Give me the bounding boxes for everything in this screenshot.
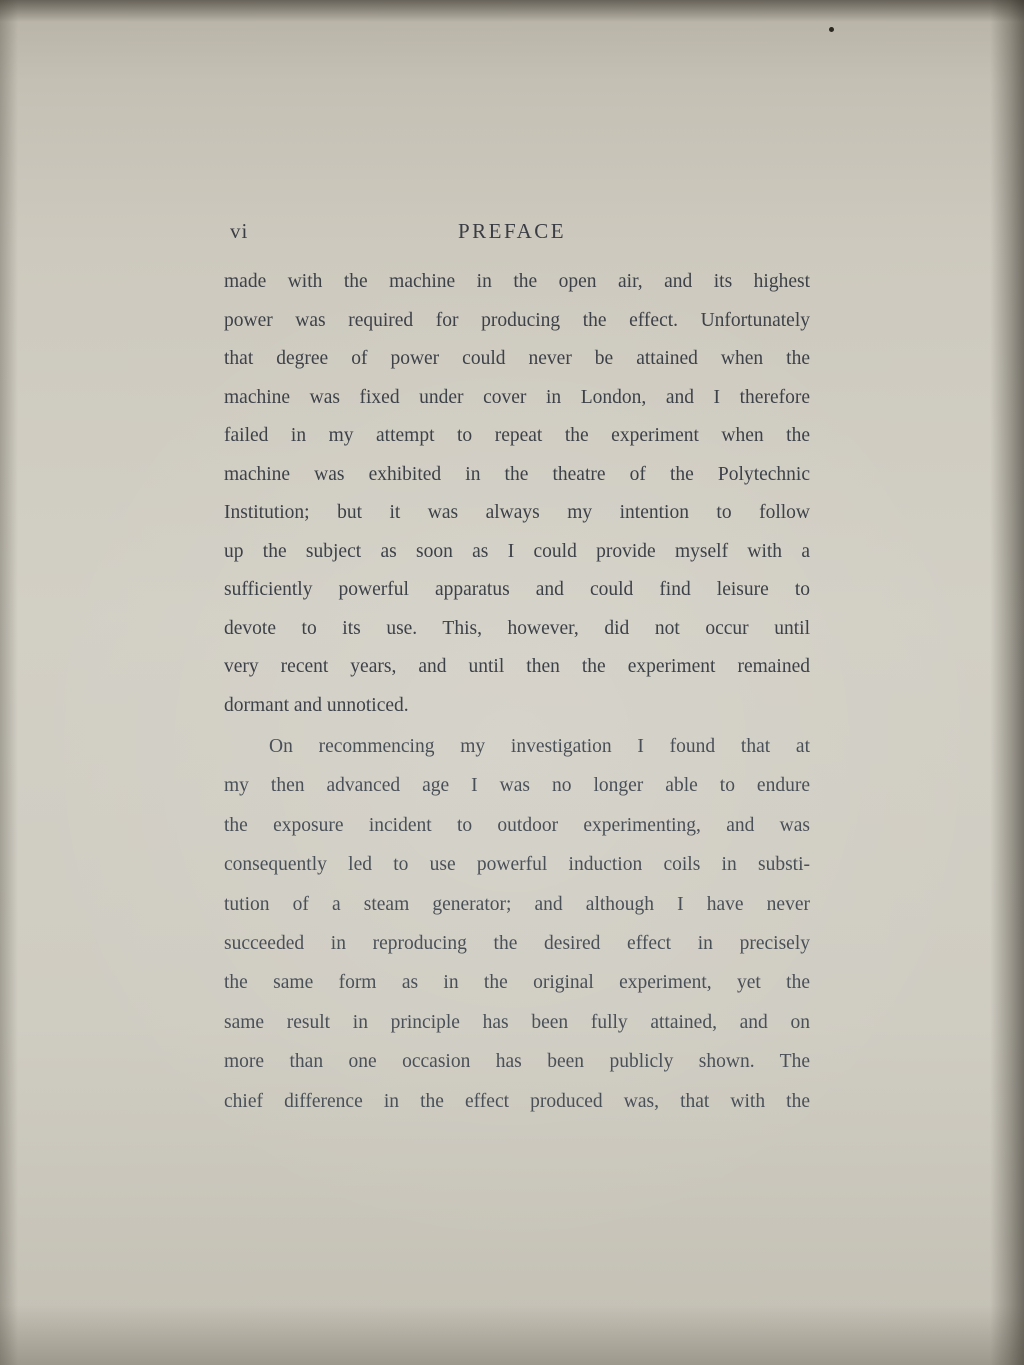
text-line: the same form as in the original experiment, yet the bbox=[224, 972, 810, 994]
ink-speck bbox=[829, 27, 834, 32]
text-line: made with the machine in the open air, and its highest bbox=[224, 271, 810, 292]
text-line: devote to its use. This, however, did not occur until bbox=[224, 617, 810, 639]
page-left-shadow bbox=[0, 0, 18, 1365]
text-line: power was required for producing the effect. Unfortunately bbox=[224, 309, 810, 331]
text-line: failed in my attempt to repeat the experiment when the bbox=[224, 425, 810, 446]
text-line: the exposure incident to outdoor experimenting, and was bbox=[224, 814, 810, 836]
paragraph bbox=[224, 727, 810, 1121]
text-line: same result in principle has been fully attained, and on bbox=[224, 1011, 810, 1033]
running-head: PREFACE bbox=[458, 219, 567, 243]
text-line: Institution; but it was always my intention to follow bbox=[224, 502, 810, 523]
text-line: more than one occasion has been publicly shown. The bbox=[224, 1051, 810, 1073]
text-line: succeeded in reproducing the desired effect in precisely bbox=[224, 932, 810, 954]
text-line: On recommencing my investigation I found that at bbox=[269, 736, 810, 757]
text-line: machine was exhibited in the theatre of the Polytechnic bbox=[224, 463, 810, 485]
text-line: tution of a steam generator; and although I have never bbox=[224, 893, 810, 915]
text-line: sufficiently powerful apparatus and could find leisure to bbox=[224, 579, 810, 600]
body-text bbox=[224, 263, 810, 1121]
text-line: up the subject as soon as I could provide myself with a bbox=[224, 540, 810, 562]
text-line: consequently led to use powerful induction coils in substi- bbox=[224, 854, 810, 876]
text-line: chief difference in the effect produced was, that with the bbox=[224, 1090, 810, 1112]
text-line: machine was fixed under cover in London, and I therefore bbox=[224, 386, 810, 408]
text-line: very recent years, and until then the experiment remained bbox=[224, 656, 810, 677]
page-right-shadow bbox=[990, 0, 1024, 1365]
text-line: dormant and unnoticed. bbox=[224, 694, 409, 716]
page-bottom-shadow bbox=[0, 1305, 1024, 1365]
text-line: my then advanced age I was no longer able to endure bbox=[224, 775, 810, 797]
page-number: vi bbox=[230, 219, 249, 243]
page-top-shadow bbox=[0, 0, 1024, 22]
text-line: that degree of power could never be attained when the bbox=[224, 348, 810, 369]
paragraph bbox=[224, 263, 810, 725]
